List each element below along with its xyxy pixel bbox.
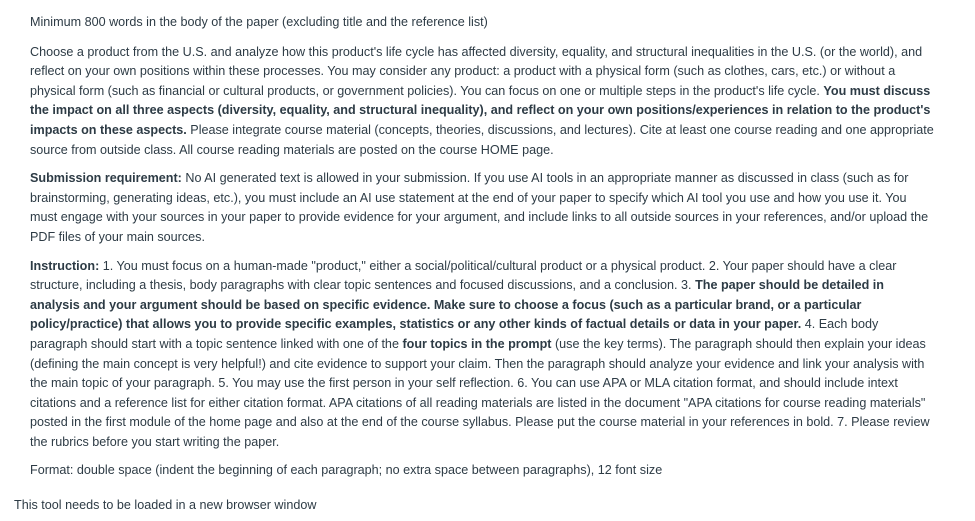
- format-paragraph: Format: double space (indent the beginning of each paragraph; no extra space between paragraphs), 12 font size: [30, 463, 663, 478]
- task-text-part1: Choose a product from the U.S. and analyze how this product's life cycle has affected diversity, equality, and structural inequalities in the U.S. (or the world), and reflect on your own positions within these processes. You may consider any product: a product with a physical form (such as clothes, cars, etc.) or without a physical form (such as financial or cultural products, or government policies). You can focus on one or multiple steps in the product's life cycle.: [30, 44, 923, 98]
- instruction-bold-evidence: The paper should be detailed in analysis and your argument should be based on specific evidence. Make sure to choose a focus (such as a particular brand, or a particular policy/practice) that allows you to provide specific examples, statistics or any other kinds of factual details or data in your paper.: [30, 278, 884, 332]
- length-requirement: Minimum 800 words in the body of the paper (excluding title and the reference list): [30, 15, 488, 29]
- submission-paragraph: [30, 169, 935, 247]
- instruction-text-part1: 1. You must focus on a human-made "product," either a social/political/cultural product or a physical product. 2. Your paper should have a clear structure, including a thesis, body paragraphs with clear topic sentences and focused discussions, and a conclusion. 3.: [30, 258, 897, 293]
- submission-text: No AI generated text is allowed in your submission. If you use AI tools in an appropriate manner as discussed in class (such as for brainstorming, generating ideas, etc.), you must include an AI use statement at the end of your paper to specify which AI tool you use and how you use it. You must engage with your sources in your paper to provide evidence for your argument, and include links to all outside sources in your references, and/or upload the PDF files of your main sources.: [30, 171, 929, 244]
- instruction-bold-topics: four topics in the prompt: [402, 336, 552, 351]
- submission-label: Submission requirement:: [30, 171, 182, 186]
- instruction-paragraph: [30, 257, 935, 453]
- task-text-part2: Please integrate course material (concepts, theories, discussions, and lectures). Cite at least one course reading and one appropriate source from outside class. All course reading materials are posted on the course HOME page.: [30, 122, 934, 157]
- instruction-text-part3: (use the key terms). The paragraph should then explain your ideas (defining the main concept is very helpful!) and cite evidence to support your claim. Then the paragraph should analyze your evidence and link your analysis with the main topic of your paragraph. 5. You may use the first person in your self reflection. 6. You can use APA or MLA citation format, and should include intext citations and a reference list for either citation format. APA citations of all reading materials are listed in the document "APA citations for course reading materials" posted in the first module of the home page and also at the end of the course syllabus. Please put the course material in your references in bold. 7. Please review the rubrics before you start writing the paper.: [30, 336, 930, 449]
- tool-load-notice: This tool needs to be loaded in a new browser window: [14, 498, 317, 512]
- assignment-description: [30, 13, 935, 490]
- task-paragraph: [30, 43, 935, 161]
- instruction-text-part2: 4. Each body paragraph should start with a topic sentence linked with one of the: [30, 317, 879, 351]
- task-bold-requirement: You must discuss the impact on all three aspects (diversity, equality, and structural inequality), and reflect on your own positions/experiences in relation to the product's impacts on these aspects.: [30, 83, 931, 137]
- instruction-label: Instruction:: [30, 258, 100, 273]
